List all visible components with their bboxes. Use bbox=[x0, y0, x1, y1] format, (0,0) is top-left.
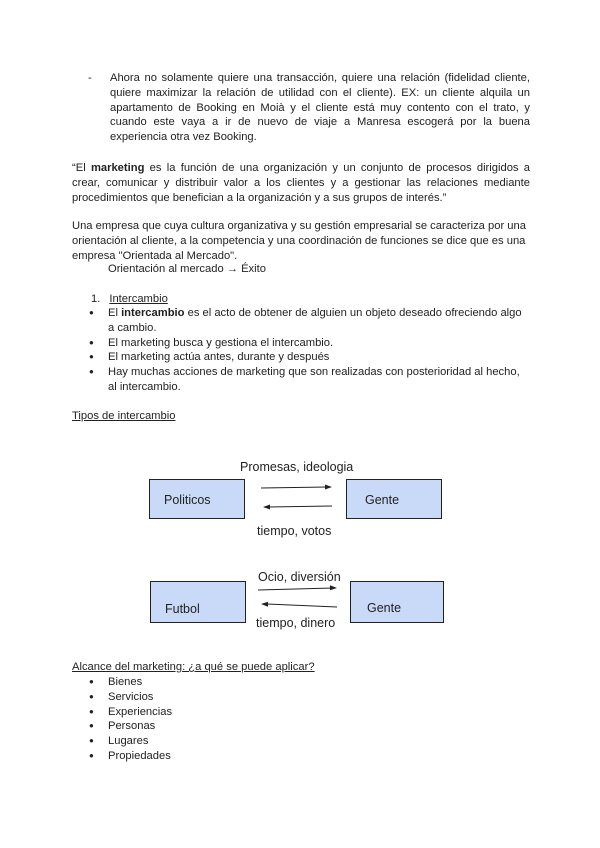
diagram1-exchange-arrows bbox=[258, 482, 338, 512]
tipos-heading: Tipos de intercambio bbox=[72, 410, 176, 422]
list-item: ● Servicios bbox=[89, 690, 389, 705]
diagram1-bottom-label: tiempo, votos bbox=[257, 524, 332, 538]
diagram2-arrow-left-head bbox=[261, 602, 268, 607]
diagram2-left-box bbox=[150, 581, 246, 623]
quote-rest: es la función de una organización y un conjunto de procesos dirigidos a crear, comunicar y distribuir valor a los clientes y a gestionar las relaciones mediante procedimientos que benefician a la organización y a sus grupos de interés.” bbox=[72, 162, 530, 204]
diagram1-top-label: Promesas, ideologia bbox=[240, 460, 354, 474]
diagram1-arrow-right-head bbox=[325, 485, 332, 490]
dash-list-item bbox=[88, 71, 530, 145]
intercambio-bullet-list bbox=[89, 306, 529, 395]
bold-term: intercambio bbox=[121, 307, 185, 319]
diagram1-right-label: Gente bbox=[365, 493, 400, 507]
dash-marker: - bbox=[88, 72, 92, 84]
diagram1-arrow-left-head bbox=[263, 505, 270, 510]
quote-bold-term: marketing bbox=[90, 162, 145, 174]
diagram1-arrow-left-line bbox=[268, 506, 332, 507]
numbered-heading-label: Intercambio bbox=[109, 293, 168, 305]
list-item: ● El intercambio es el acto de obtener de alguien un objeto deseado ofreciendo algo a cambio. bbox=[89, 306, 529, 336]
number-marker: 1. bbox=[91, 293, 101, 305]
diagram2-left-label: Futbol bbox=[165, 602, 200, 616]
list-item: ● El marketing busca y gestiona el intercambio. bbox=[89, 336, 529, 351]
diagram1-left-box bbox=[149, 479, 245, 519]
alcance-heading: Alcance del marketing: ¿a qué se puede aplicar? bbox=[72, 661, 315, 673]
orientation-line: Orientación al mercado → Éxito bbox=[108, 263, 266, 275]
list-item: ● Hay muchas acciones de marketing que son realizadas con posterioridad al hecho, al intercambio. bbox=[89, 365, 529, 395]
diagram1-arrow-right-line bbox=[261, 487, 328, 488]
diagram2-arrow-right-line bbox=[258, 588, 333, 590]
diagram2-top-label: Ocio, diversión bbox=[258, 570, 341, 584]
diagram1-right-box bbox=[346, 479, 442, 519]
alcance-bullet-list bbox=[89, 675, 389, 764]
diagram2-arrow-right-head bbox=[330, 585, 337, 590]
diagram2-right-label: Gente bbox=[367, 601, 402, 615]
numbered-heading bbox=[91, 292, 168, 307]
list-item: ● Bienes bbox=[89, 675, 389, 690]
marketing-definition-quote bbox=[72, 161, 530, 205]
list-item: ● Experiencias bbox=[89, 705, 389, 720]
market-oriented-paragraph: Una empresa que cuya cultura organizativa y su gestión empresarial se caracteriza por una orientación al cliente, a la competencia y una coordinación de funciones se dice que es una empresa "Orientada al Mercado". bbox=[72, 220, 526, 262]
diagram1-left-label: Politicos bbox=[164, 493, 211, 507]
diagram2-bottom-label: tiempo, dinero bbox=[256, 616, 336, 630]
diagram2-arrow-left-line bbox=[267, 604, 337, 607]
list-item: ● Lugares bbox=[89, 734, 389, 749]
diagram2-exchange-arrows bbox=[255, 583, 340, 613]
list-item: ● El marketing actúa antes, durante y después bbox=[89, 350, 529, 365]
dash-item-text: Ahora no solamente quiere una transacción, quiere una relación (fidelidad cliente, quiere maximizar la relación de utilidad con el cliente). EX: un cliente alquila un apartamento de Booking en Moià y el cliente está muy contento con el trato, y cuando este vaya a ir de nuevo de viaje a Manresa escogerá por la buena experiencia otra vez Booking. bbox=[110, 72, 530, 144]
list-item: ● Propiedades bbox=[89, 749, 389, 764]
list-item: ● Personas bbox=[89, 719, 389, 734]
diagram2-right-box bbox=[350, 581, 444, 623]
quote-open: “El bbox=[72, 162, 91, 174]
